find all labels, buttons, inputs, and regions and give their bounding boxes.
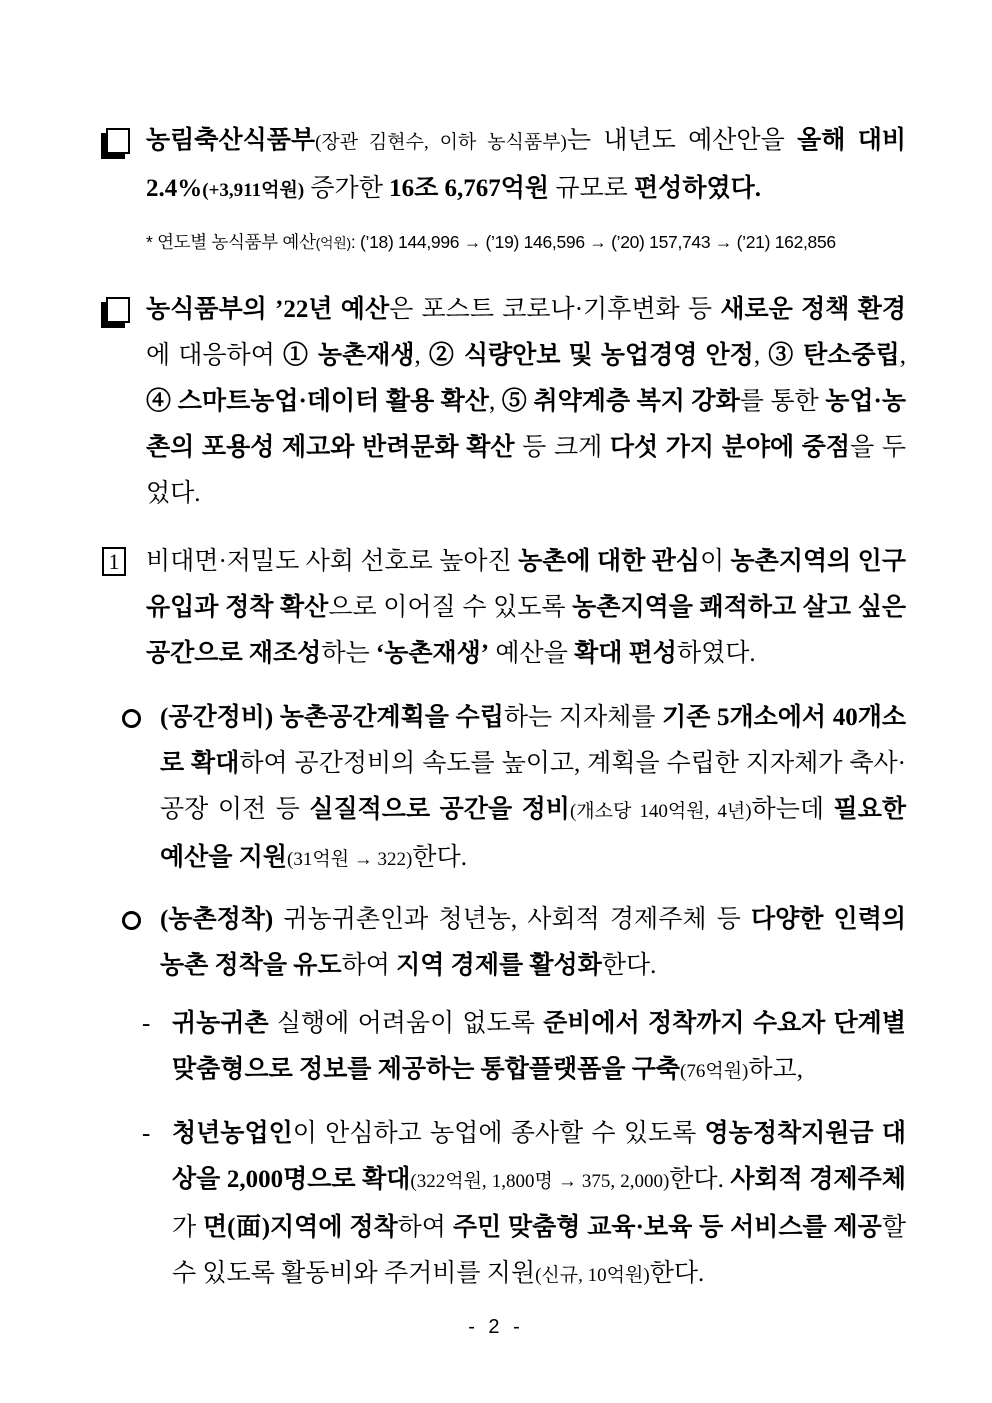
rural-settlement-text [160,897,906,989]
dash-bullet-icon: - [142,1120,151,1147]
marker-column [142,1111,172,1157]
text-segment: 하고, [748,1056,803,1083]
budget-footnote [146,228,932,257]
text-segment: 으로 이어질 수 있도록 [328,594,573,621]
text-segment: : (’18) 144,996 → (’19) 146,596 → (’20) 157,743 → (’21) 162,856 [350,232,836,252]
text-segment: ‘농촌재생’ [375,640,490,667]
policy-directions-text [146,287,906,517]
text-segment: 한다. [601,952,657,979]
text-segment: ② 식량안보 및 농업경영 안정 [428,342,754,369]
budget-overview-text [146,118,906,214]
text-segment: 하여 공간정비의 속도를 높이고, 계획을 수립한 지자체가 축사·공장 이전 등 [160,750,907,823]
boxed-number-marker: 1 [102,547,126,576]
paragraph-budget-overview [100,118,906,214]
text-segment: (공간정비) 농촌공간계획을 수립 [160,704,504,731]
text-segment: 이 안심하고 농업에 종사할 수 있도록 [292,1120,705,1147]
text-segment: , [414,342,429,369]
text-segment: ④ 스마트농업·데이터 활용 확산 [146,388,489,415]
text-segment: (억원) [315,235,351,251]
text-segment: * 연도별 농식품부 예산 [146,232,316,252]
text-segment: , [753,342,769,369]
text-segment: (31억원 → 322) [287,849,413,870]
dash-bullet-icon: - [142,1010,151,1037]
text-segment: 새로운 정책 환경 [720,296,906,323]
text-segment: 농촌에 대한 관심 [518,548,700,575]
text-segment: 사회적 경제주체 [730,1166,906,1193]
text-segment: (322억원, 1,800명 → 375, 2,000) [410,1171,670,1192]
text-segment: 16조 6,767억원 [389,175,550,202]
text-segment: 면(面)지역에 정착 [203,1214,398,1241]
text-segment: 다양한 인력의 농촌 정착을 유도 [160,906,906,979]
text-segment: (+3,911억원) [202,180,305,201]
text-segment: 하여 [397,1214,453,1241]
text-segment: 실행에 어려움이 없도록 [268,1010,544,1037]
text-segment: 하였다. [676,640,756,667]
text-segment: 주민 맞춤형 교육·보육 등 서비스를 제공 [452,1214,882,1241]
marker-column [142,1001,172,1047]
text-segment: (장관 김현수, 이하 농식품부) [315,132,567,153]
page-number: - 2 - [468,1316,524,1338]
text-segment: 규모로 [549,175,635,202]
text-segment: 확대 편성 [574,640,677,667]
text-segment: 를 통한 [739,388,826,415]
paragraph-space-reorganization [120,695,906,883]
shadowed-square-bullet-icon [106,297,130,323]
young-farmers-text [172,1111,906,1299]
circle-bullet-icon [122,709,141,728]
text-segment: 증가한 [304,175,390,202]
text-segment: 을 두었다. [146,434,906,507]
marker-column [120,897,160,930]
text-segment: 기존 5개소에서 40개소로 확대 [160,704,907,777]
text-segment: 은 포스트 코로나·기후변화 등 [389,296,721,323]
text-segment: 비대면·저밀도 사회 선호로 높아진 [146,548,519,575]
text-segment: ⑤ 취약계층 복지 강화 [501,388,740,415]
paragraph-young-farmers [142,1111,906,1299]
text-segment: 올해 대비 2.4% [146,127,906,202]
text-segment: 농촌지역의 인구 유입과 정착 확산 [146,548,906,621]
text-segment: 준비에서 정착까지 수요자 단계별 맞춤형으로 정보를 제공하는 통합플랫폼을 구축 [172,1010,906,1083]
paragraph-return-to-farm [142,1001,906,1095]
marker-column [120,695,160,728]
text-segment: 하는 지자체를 [503,704,663,731]
text-segment: 실질적으로 공간을 정비 [309,796,570,823]
paragraph-policy-directions [100,287,906,517]
text-segment: 하는 [321,640,376,667]
circle-bullet-icon [122,911,141,930]
marker-column [100,118,146,154]
text-segment: 는 내년도 예산안을 [566,127,798,154]
text-segment: 농업·농촌의 포용성 제고와 반려문화 확산 [146,388,907,461]
rural-regeneration-text [146,539,906,677]
text-segment: 한다. [412,844,467,871]
text-segment: 청년농업인 [172,1120,293,1147]
text-segment: 귀농귀촌인과 청년농, 사회적 경제주체 등 [273,906,751,933]
text-segment: 에 대응하여 [146,342,283,369]
paragraph-rural-settlement [120,897,906,989]
shadowed-square-bullet-icon [106,128,130,154]
text-segment: 예산을 [489,640,575,667]
text-segment: (개소당 140억원, 4년) [569,801,752,822]
paragraph-rural-regeneration [100,539,906,677]
text-segment: 등 크게 [514,434,610,461]
text-segment: ① 농촌재생 [282,342,415,369]
text-segment: 필요한 예산을 지원 [160,796,906,871]
text-segment: 가 [172,1214,204,1241]
text-segment: 영농정착지원금 대상을 2,000명으로 확대 [172,1120,906,1193]
text-segment: 한다. [649,1260,705,1287]
text-segment: 귀농귀촌 [172,1010,269,1037]
text-segment: 지역 경제를 활성화 [396,952,602,979]
text-segment: ③ 탄소중립 [768,342,900,369]
text-segment: 편성하였다. [634,175,762,202]
text-segment: 할 수 있도록 활동비와 주거비를 지원 [172,1214,906,1287]
marker-column [100,539,146,576]
text-segment: 농촌지역을 쾌적하고 살고 싶은 공간으로 재조성 [146,594,906,667]
text-segment: 이 [699,548,731,575]
text-segment: 하여 [341,952,397,979]
text-segment: , [899,342,906,369]
return-to-farm-text [172,1001,906,1095]
text-segment: (76억원) [680,1061,749,1082]
text-segment: 한다. [669,1166,731,1193]
text-segment: 농림축산식품부 [146,127,316,154]
space-reorganization-text [160,695,906,883]
text-segment: 하는데 [751,796,834,823]
marker-column [100,287,146,323]
text-segment: 농식품부의 ’22년 예산 [146,296,390,323]
text-segment: 다섯 가지 분야에 중점 [609,434,851,461]
text-segment: , [488,388,502,415]
text-segment: (신규, 10억원) [535,1265,650,1286]
text-segment: (농촌정착) [160,906,274,933]
